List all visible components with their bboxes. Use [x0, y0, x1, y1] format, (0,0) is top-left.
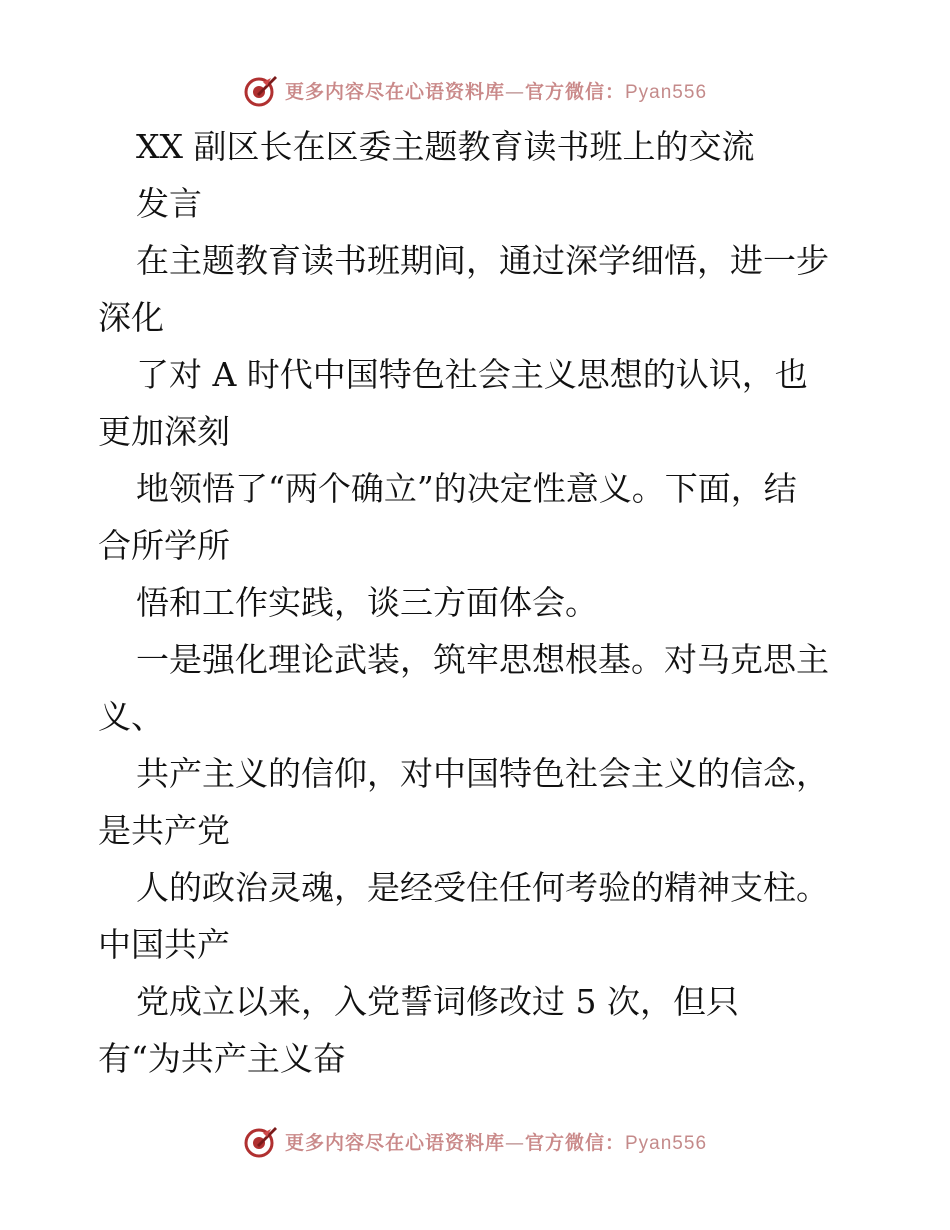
banner-suffix: 官方微信： — [524, 1131, 625, 1154]
text-line: 一是强化理论武装，筑牢思想根基。对马克思主 — [136, 640, 829, 679]
text-line: 有“为共产主义奋 — [98, 1039, 346, 1078]
footer-watermark-banner — [0, 1121, 950, 1161]
banner-wechat-id: Pyan556 — [625, 81, 708, 103]
banner-text — [285, 1128, 707, 1155]
banner-suffix: 官方微信： — [524, 80, 625, 103]
text-line: 深化 — [98, 298, 164, 337]
banner-main-text: 更多内容尽在心语资料库 — [284, 80, 505, 103]
text-line: 是共产党 — [98, 811, 230, 850]
banner-separator: — — [504, 80, 525, 103]
banner-wechat-id: Pyan556 — [625, 1132, 708, 1154]
text-line: 党成立以来，入党誓词修改过 5 次，但只 — [136, 982, 739, 1021]
text-line: XX 副区长在区委主题教育读书班上的交流 — [136, 127, 755, 166]
quill-seal-logo-icon — [243, 1123, 279, 1159]
text-line: 了对 A 时代中国特色社会主义思想的认识，也 — [136, 355, 808, 394]
text-line: 悟和工作实践，谈三方面体会。 — [136, 583, 598, 622]
quill-seal-logo-icon — [243, 72, 279, 108]
text-line: 在主题教育读书班期间，通过深学细悟，进一步 — [136, 241, 829, 280]
banner-text — [285, 77, 707, 104]
text-line: 发言 — [136, 184, 202, 223]
document-body — [98, 118, 858, 1087]
banner-main-text: 更多内容尽在心语资料库 — [284, 1131, 505, 1154]
text-line: 共产主义的信仰，对中国特色社会主义的信念， — [136, 754, 829, 793]
text-line: 人的政治灵魂，是经受住任何考验的精神支柱。 — [136, 868, 829, 907]
text-line: 义、 — [98, 697, 164, 736]
text-line: 地领悟了“两个确立”的决定性意义。下面，结 — [136, 469, 797, 508]
banner-separator: — — [504, 1131, 525, 1154]
header-watermark-banner — [0, 70, 950, 110]
text-line: 中国共产 — [98, 925, 230, 964]
text-line: 合所学所 — [98, 526, 230, 565]
text-line: 更加深刻 — [98, 412, 230, 451]
